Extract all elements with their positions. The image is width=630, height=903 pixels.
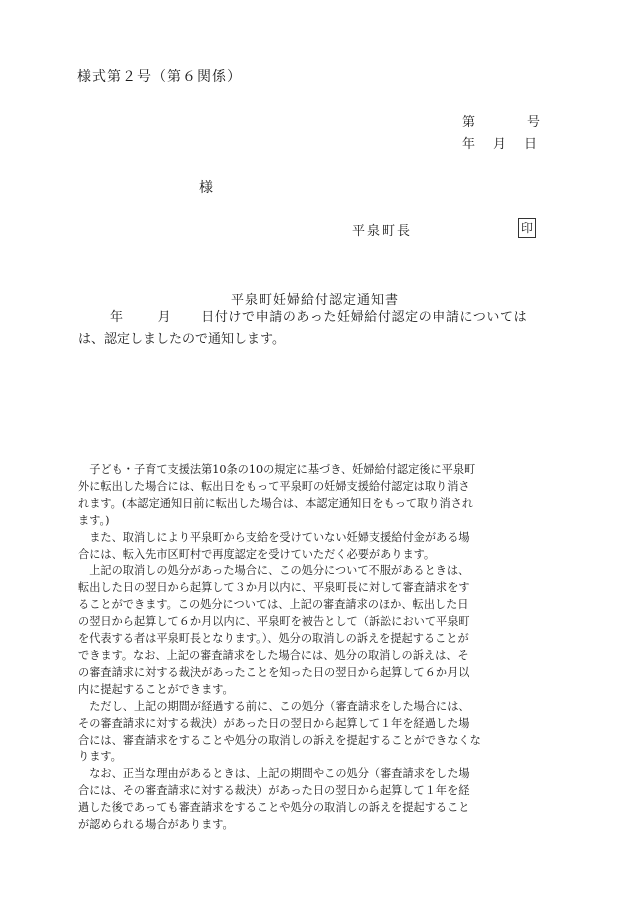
notes-line: 合には、その審査請求に対する裁決）があった日の翌日から起算して１年を経 <box>78 784 470 798</box>
notes-line: 内に提起することができます。 <box>78 682 234 696</box>
notes-line: なお、正当な理由があるときは、上記の期間やこの処分（審査請求をした場 <box>78 767 470 781</box>
notes-paragraph <box>78 462 556 530</box>
notes-line: ます。) <box>78 513 110 527</box>
notes-paragraph <box>78 563 556 698</box>
document-title: 平泉町妊婦給付認定通知書 <box>230 293 399 308</box>
notes-line: できます。なお、上記の審査請求をした場合には、処分の取消しの訴えは、そ <box>78 648 469 662</box>
addressee: 様 <box>199 180 213 196</box>
notes-line: その審査請求に対する裁決）があった日の翌日から起算して１年を経過した場 <box>78 716 470 730</box>
intro-line-2: は、認定しましたので通知します。 <box>78 332 285 347</box>
notes-line: ただし、上記の期間が経過する前に、この処分（審査請求をした場合には、 <box>78 699 470 713</box>
notes-line: 転出した日の翌日から起算して３か月以内に、平泉町長に対して審査請求をす <box>78 581 470 595</box>
date-month-label: 月 <box>493 137 507 152</box>
notes-line: ることができます。この処分については、上記の審査請求のほか、転出した日 <box>78 598 469 612</box>
intro-year-label: 年 <box>110 310 124 325</box>
notes-line: 合には、審査請求をすることや処分の取消しの訴えを提起することができなくな <box>78 733 481 747</box>
intro-line-1 <box>78 307 554 329</box>
notes-line: 過した後であっても審査請求をすることや処分の取消しの訴えを提起すること <box>78 801 470 815</box>
notes-paragraph <box>78 699 556 767</box>
intro-line-1-text: 日付けで申請のあった妊婦給付認定の申請については <box>201 310 528 325</box>
intro-month-label: 月 <box>157 310 172 325</box>
doc-number-prefix: 第 <box>462 115 476 130</box>
doc-number-suffix: 号 <box>527 115 541 130</box>
notes-line: れます。(本認定通知日前に転出した場合は、本認定通知日をもって取り消され <box>78 496 474 510</box>
notes-line: 子ども・子育て支援法第10条の10の規定に基づき、妊婦給付認定後に平泉町 <box>78 463 476 476</box>
notes-line: が認められる場合があります。 <box>78 818 234 832</box>
issuer-name: 平泉町長 <box>352 224 413 239</box>
document-date <box>462 133 537 152</box>
notes-line: 外に転出した場合には、転出日をもって平泉町の妊婦支援給付認定は取り消さ <box>78 479 470 493</box>
date-year-label: 年 <box>462 137 476 152</box>
document-number <box>462 111 540 130</box>
notes-line: を代表する者は平泉町長となります。）、処分の取消しの訴えを提起することが <box>78 632 469 646</box>
notes-line: また、取消しにより平泉町から支給を受けていない妊婦支援給付金がある場 <box>78 530 470 544</box>
notes-line: の審査請求に対する裁決があったことを知った日の翌日から起算して６か月以 <box>78 665 470 679</box>
notes-paragraph <box>78 766 556 834</box>
notes-paragraph <box>78 530 556 564</box>
seal-mark: 印 <box>518 218 536 238</box>
intro-paragraph <box>78 307 554 351</box>
notes-line: 合には、転入先市区町村で再度認定を受けていただく必要があります。 <box>78 547 436 561</box>
notes-section <box>78 462 556 834</box>
notes-line: の翌日から起算して６か月以内に、平泉町を被告として（訴訟において平泉町 <box>78 615 470 629</box>
form-number: 様式第２号（第６関係） <box>77 69 242 85</box>
date-day-label: 日 <box>524 137 538 152</box>
notes-line: 上記の取消しの処分があった場合に、この処分について不服があるときは、 <box>78 564 470 578</box>
notes-line: ります。 <box>78 750 122 764</box>
